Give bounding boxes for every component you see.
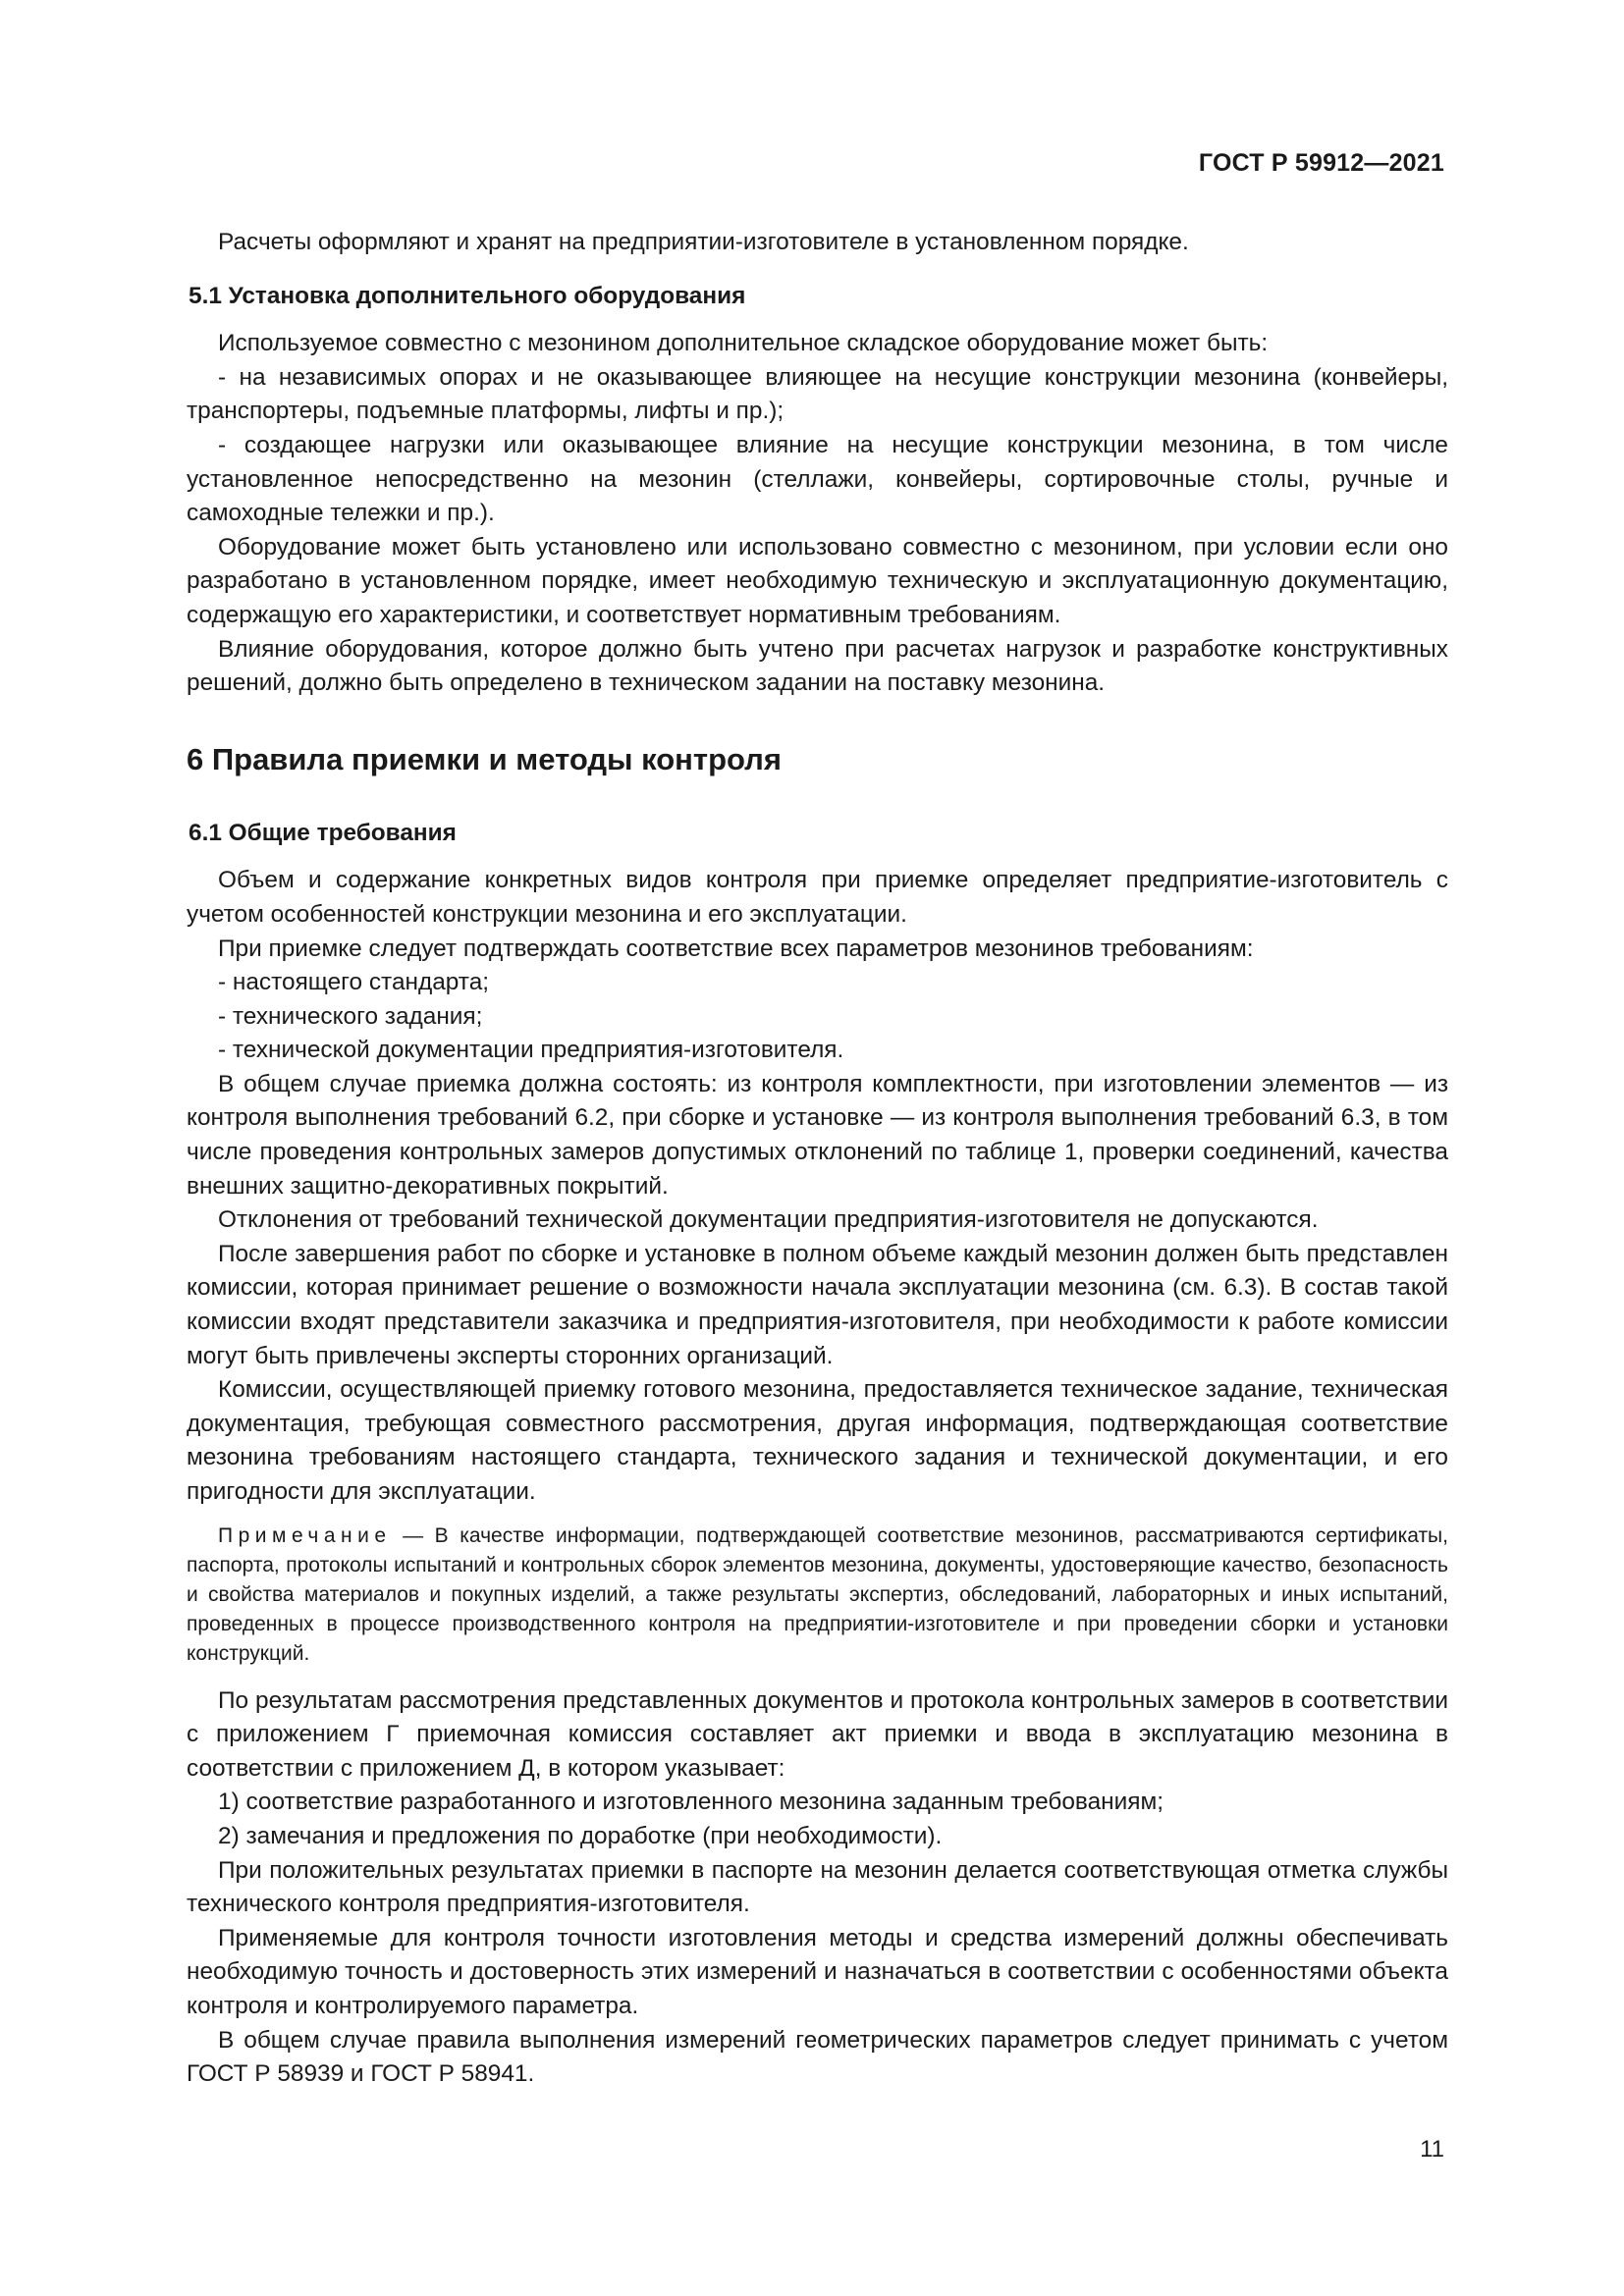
document-body: [187, 226, 1448, 2092]
note-label: Примечание: [218, 1523, 392, 1547]
note-text: — В качестве информации, подтверждающей соответствие мезонинов, рассматриваются сертификаты, паспорта, протоколы испытаний и контрольных сборок элементов мезонина, документы, удостоверяющие качество, безопасность и свойства материалов и покупных изделий, а также результаты экспертиз, обследований, лабораторных и иных испытаний, проведенных в процессе производственного контроля на предприятии-изготовителе и при проведении сборки и установки конструкций.: [187, 1523, 1448, 1665]
list-item: 2) замечания и предложения по доработке (при необходимости).: [218, 1822, 943, 1849]
paragraph: Используемое совместно с мезонином дополнительное складское оборудование может быть:: [218, 330, 1269, 357]
paragraph: Расчеты оформляют и хранят на предприятии-изготовителе в установленном порядке.: [218, 229, 1189, 255]
note: [187, 1522, 1448, 1669]
list-item: - технической документации предприятия-изготовителя.: [218, 1037, 844, 1064]
list-item: - создающее нагрузки или оказывающее влияние на несущие конструкции мезонина, в том числе установленное непосредственно на мезонин (стеллажи, конвейеры, сортировочные столы, ручные и самоходные тележки и пр.).: [187, 431, 1448, 527]
paragraph: В общем случае приемка должна состоять: из контроля комплектности, при изготовлении элементов — из контроля выполнения требований 6.2, при сборке и установке — из контроля выполнения требований 6.3, в том числе проведения контрольных замеров допустимых отклонений по таблице 1, проверки соединений, качества внешних защитно-декоративных покрытий.: [187, 1070, 1448, 1200]
paragraph: После завершения работ по сборке и установке в полном объеме каждый мезонин должен быть представлен комиссии, которая принимает решение о возможности начала эксплуатации мезонина (см. 6.3). В состав такой комиссии входят представители заказчика и предприятия-изготовителя, при необходимости к работе комиссии могут быть привлечены эксперты сторонних организаций.: [187, 1240, 1448, 1369]
paragraph: Объем и содержание конкретных видов контроля при приемке определяет предприятие-изготовитель с учетом особенностей конструкции мезонина и его эксплуатации.: [187, 867, 1448, 928]
paragraph: Оборудование может быть установлено или использовано совместно с мезонином, при условии если оно разработано в установленном порядке, имеет необходимую техническую и эксплуатационную документацию, содержащую его характеристики, и соответствует нормативным требованиям.: [187, 533, 1448, 628]
list-item: - на независимых опорах и не оказывающее влияющее на несущие конструкции мезонина (конвейеры, транспортеры, подъемные платформы, лифты и пр.);: [187, 363, 1448, 425]
subsection-heading-6-1: 6.1 Общие требования: [189, 819, 457, 846]
list-item: - настоящего стандарта;: [218, 969, 490, 996]
paragraph: При положительных результатах приемки в паспорте на мезонин делается соответствующая отметка службы технического контроля предприятия-изготовителя.: [187, 1856, 1448, 1918]
section-heading-6: 6 Правила приемки и методы контроля: [187, 741, 782, 776]
paragraph: Отклонения от требований технической документации предприятия-изготовителя не допускаются.: [218, 1206, 1319, 1234]
paragraph: Влияние оборудования, которое должно быть учтено при расчетах нагрузок и разработке конструктивных решений, должно быть определено в техническом задании на поставку мезонина.: [187, 635, 1448, 697]
paragraph: При приемке следует подтверждать соответствие всех параметров мезонинов требованиям:: [218, 934, 1254, 962]
list-item: - технического задания;: [218, 1002, 483, 1030]
subsection-heading-5-1: 5.1 Установка дополнительного оборудования: [189, 282, 746, 309]
document-code: ГОСТ Р 59912—2021: [1198, 149, 1444, 177]
page-number: 11: [1420, 2136, 1444, 2163]
paragraph: Применяемые для контроля точности изготовления методы и средства измерений должны обеспечивать необходимую точность и достоверность этих измерений и назначаться в соответствии с особенностями объекта контроля и контролируемого параметра.: [187, 1924, 1448, 2019]
paragraph: Комиссии, осуществляющей приемку готового мезонина, предоставляется техническое задание, техническая документация, требующая совместного рассмотрения, другая информация, подтверждающая соответствие мезонина требованиям настоящего стандарта, технического задания и технической документации, и его пригодности для эксплуатации.: [187, 1376, 1448, 1505]
paragraph: По результатам рассмотрения представленных документов и протокола контрольных замеров в соответствии с приложением Г приемочная комиссия составляет акт приемки и ввода в эксплуатацию мезонина в соответствии с приложением Д, в котором указывает:: [187, 1686, 1448, 1782]
paragraph: В общем случае правила выполнения измерений геометрических параметров следует принимать с учетом ГОСТ Р 58939 и ГОСТ Р 58941.: [187, 2026, 1448, 2088]
list-item: 1) соответствие разработанного и изготовленного мезонина заданным требованиям;: [218, 1789, 1164, 1816]
